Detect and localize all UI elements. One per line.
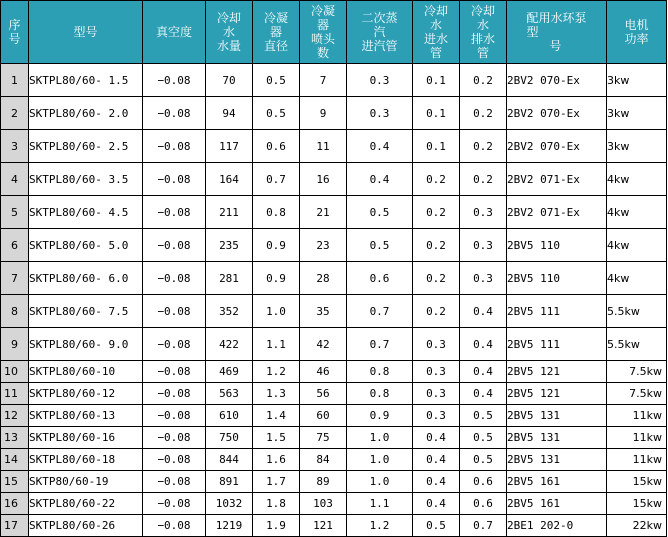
cell-no: 15 (1, 471, 29, 493)
cell-no: 4 (1, 163, 29, 196)
cell-water-in: 0.3 (413, 405, 460, 427)
cell-power: 5.5kw (607, 328, 667, 361)
cell-vacuum: −0.08 (143, 405, 206, 427)
cell-model: SKTPL80/60- 4.5 (29, 196, 143, 229)
cell-condenser-diameter: 1.1 (253, 328, 300, 361)
cell-water-out: 0.4 (460, 383, 507, 405)
cell-vacuum: −0.08 (143, 130, 206, 163)
cell-cooling-water: 117 (206, 130, 253, 163)
cell-condenser-diameter: 1.0 (253, 295, 300, 328)
cell-condenser-nozzles: 42 (300, 328, 347, 361)
cell-pump: 2BV5 121 (507, 383, 607, 405)
cell-condenser-diameter: 1.5 (253, 427, 300, 449)
cell-water-out: 0.7 (460, 515, 507, 537)
cell-condenser-nozzles: 121 (300, 515, 347, 537)
cell-model: SKTPL80/60- 6.0 (29, 262, 143, 295)
cell-power: 4kw (607, 163, 667, 196)
cell-pump: 2BV5 131 (507, 449, 607, 471)
header-no: 序 号 (1, 1, 29, 64)
cell-no: 12 (1, 405, 29, 427)
cell-condenser-diameter: 1.4 (253, 405, 300, 427)
header-pump: 配用水环泵 型 号 (507, 1, 607, 64)
cell-steam-inlet: 1.0 (347, 471, 413, 493)
cell-steam-inlet: 0.7 (347, 295, 413, 328)
header-water-out: 冷却 水 排水 管 (460, 1, 507, 64)
cell-condenser-diameter: 1.3 (253, 383, 300, 405)
table-row (1, 64, 667, 97)
cell-condenser-nozzles: 103 (300, 493, 347, 515)
table-row (1, 196, 667, 229)
cell-model: SKTPL80/60- 1.5 (29, 64, 143, 97)
cell-power: 15kw (607, 471, 667, 493)
table-header (1, 1, 667, 64)
cell-water-in: 0.2 (413, 229, 460, 262)
table-row (1, 328, 667, 361)
table-row (1, 383, 667, 405)
cell-no: 11 (1, 383, 29, 405)
cell-no: 7 (1, 262, 29, 295)
cell-power: 11kw (607, 405, 667, 427)
cell-condenser-diameter: 1.7 (253, 471, 300, 493)
cell-cooling-water: 422 (206, 328, 253, 361)
cell-no: 9 (1, 328, 29, 361)
cell-cooling-water: 94 (206, 97, 253, 130)
cell-no: 5 (1, 196, 29, 229)
cell-vacuum: −0.08 (143, 427, 206, 449)
cell-condenser-diameter: 1.9 (253, 515, 300, 537)
cell-condenser-diameter: 0.7 (253, 163, 300, 196)
cell-vacuum: −0.08 (143, 449, 206, 471)
header-condenser-diameter: 冷凝 器 直径 (253, 1, 300, 64)
cell-water-in: 0.2 (413, 163, 460, 196)
cell-water-out: 0.2 (460, 97, 507, 130)
cell-power: 7.5kw (607, 383, 667, 405)
cell-vacuum: −0.08 (143, 295, 206, 328)
table-row (1, 427, 667, 449)
cell-no: 3 (1, 130, 29, 163)
cell-steam-inlet: 0.5 (347, 196, 413, 229)
cell-no: 13 (1, 427, 29, 449)
cell-vacuum: −0.08 (143, 196, 206, 229)
cell-model: SKTPL80/60- 3.5 (29, 163, 143, 196)
table-row (1, 295, 667, 328)
cell-condenser-nozzles: 28 (300, 262, 347, 295)
header-steam-inlet: 二次蒸 汽 进汽管 (347, 1, 413, 64)
cell-cooling-water: 211 (206, 196, 253, 229)
cell-steam-inlet: 1.1 (347, 493, 413, 515)
cell-water-out: 0.6 (460, 493, 507, 515)
cell-model: SKTPL80/60-12 (29, 383, 143, 405)
cell-model: SKTPL80/60-22 (29, 493, 143, 515)
cell-power: 3kw (607, 97, 667, 130)
cell-water-out: 0.3 (460, 262, 507, 295)
cell-water-in: 0.1 (413, 64, 460, 97)
cell-power: 7.5kw (607, 361, 667, 383)
cell-steam-inlet: 0.3 (347, 97, 413, 130)
cell-vacuum: −0.08 (143, 328, 206, 361)
cell-condenser-diameter: 0.5 (253, 97, 300, 130)
cell-pump: 2BV5 111 (507, 328, 607, 361)
header-water-in: 冷却 水 进水 管 (413, 1, 460, 64)
cell-no: 8 (1, 295, 29, 328)
cell-steam-inlet: 0.4 (347, 130, 413, 163)
cell-pump: 2BV5 121 (507, 361, 607, 383)
cell-water-out: 0.4 (460, 295, 507, 328)
cell-pump: 2BV5 111 (507, 295, 607, 328)
cell-water-in: 0.3 (413, 328, 460, 361)
table-row (1, 97, 667, 130)
cell-model: SKTPL80/60- 2.0 (29, 97, 143, 130)
cell-water-in: 0.4 (413, 493, 460, 515)
cell-steam-inlet: 1.0 (347, 449, 413, 471)
table-row (1, 449, 667, 471)
header-row (1, 1, 667, 64)
cell-cooling-water: 70 (206, 64, 253, 97)
cell-water-in: 0.2 (413, 262, 460, 295)
cell-no: 14 (1, 449, 29, 471)
cell-water-out: 0.6 (460, 471, 507, 493)
cell-pump: 2BV5 161 (507, 471, 607, 493)
cell-cooling-water: 891 (206, 471, 253, 493)
cell-cooling-water: 844 (206, 449, 253, 471)
cell-condenser-nozzles: 89 (300, 471, 347, 493)
cell-condenser-diameter: 0.9 (253, 262, 300, 295)
cell-water-out: 0.3 (460, 229, 507, 262)
cell-no: 6 (1, 229, 29, 262)
cell-cooling-water: 610 (206, 405, 253, 427)
cell-water-out: 0.2 (460, 64, 507, 97)
cell-pump: 2BV5 131 (507, 427, 607, 449)
cell-steam-inlet: 0.7 (347, 328, 413, 361)
cell-condenser-nozzles: 23 (300, 229, 347, 262)
cell-no: 2 (1, 97, 29, 130)
cell-model: SKTPL80/60-16 (29, 427, 143, 449)
cell-vacuum: −0.08 (143, 163, 206, 196)
cell-pump: 2BV2 071-Ex (507, 163, 607, 196)
cell-steam-inlet: 0.4 (347, 163, 413, 196)
cell-no: 1 (1, 64, 29, 97)
cell-water-out: 0.5 (460, 449, 507, 471)
cell-vacuum: −0.08 (143, 361, 206, 383)
table-row (1, 515, 667, 537)
cell-pump: 2BV2 070-Ex (507, 130, 607, 163)
cell-condenser-diameter: 1.8 (253, 493, 300, 515)
cell-model: SKTPL80/60-13 (29, 405, 143, 427)
cell-vacuum: −0.08 (143, 515, 206, 537)
cell-pump: 2BV2 070-Ex (507, 97, 607, 130)
cell-water-out: 0.4 (460, 361, 507, 383)
cell-no: 10 (1, 361, 29, 383)
header-condenser-nozzles: 冷凝 器 喷头 数 (300, 1, 347, 64)
cell-condenser-diameter: 0.5 (253, 64, 300, 97)
cell-power: 11kw (607, 427, 667, 449)
cell-condenser-nozzles: 60 (300, 405, 347, 427)
cell-pump: 2BE1 202-0 (507, 515, 607, 537)
cell-power: 22kw (607, 515, 667, 537)
cell-model: SKTPL80/60- 5.0 (29, 229, 143, 262)
cell-water-in: 0.4 (413, 427, 460, 449)
cell-condenser-nozzles: 11 (300, 130, 347, 163)
cell-water-in: 0.2 (413, 196, 460, 229)
cell-water-in: 0.1 (413, 97, 460, 130)
cell-cooling-water: 281 (206, 262, 253, 295)
cell-water-out: 0.5 (460, 427, 507, 449)
cell-water-out: 0.2 (460, 130, 507, 163)
cell-pump: 2BV2 071-Ex (507, 196, 607, 229)
cell-vacuum: −0.08 (143, 262, 206, 295)
cell-water-out: 0.2 (460, 163, 507, 196)
cell-cooling-water: 235 (206, 229, 253, 262)
cell-pump: 2BV5 161 (507, 493, 607, 515)
table-row (1, 229, 667, 262)
cell-cooling-water: 1032 (206, 493, 253, 515)
cell-water-out: 0.3 (460, 196, 507, 229)
cell-condenser-diameter: 1.2 (253, 361, 300, 383)
table-row (1, 130, 667, 163)
cell-steam-inlet: 0.9 (347, 405, 413, 427)
cell-vacuum: −0.08 (143, 229, 206, 262)
header-cooling-water: 冷却 水 水量 (206, 1, 253, 64)
cell-condenser-nozzles: 16 (300, 163, 347, 196)
table-row (1, 471, 667, 493)
cell-pump: 2BV5 110 (507, 262, 607, 295)
cell-cooling-water: 1219 (206, 515, 253, 537)
cell-condenser-diameter: 0.6 (253, 130, 300, 163)
cell-cooling-water: 750 (206, 427, 253, 449)
cell-power: 11kw (607, 449, 667, 471)
table-row (1, 262, 667, 295)
cell-power: 4kw (607, 262, 667, 295)
cell-water-in: 0.1 (413, 130, 460, 163)
cell-steam-inlet: 0.8 (347, 383, 413, 405)
cell-water-in: 0.2 (413, 295, 460, 328)
cell-cooling-water: 563 (206, 383, 253, 405)
cell-condenser-diameter: 0.8 (253, 196, 300, 229)
cell-condenser-nozzles: 9 (300, 97, 347, 130)
cell-pump: 2BV5 110 (507, 229, 607, 262)
cell-cooling-water: 164 (206, 163, 253, 196)
cell-vacuum: −0.08 (143, 383, 206, 405)
cell-steam-inlet: 0.8 (347, 361, 413, 383)
cell-cooling-water: 469 (206, 361, 253, 383)
cell-model: SKTPL80/60-26 (29, 515, 143, 537)
table-row (1, 361, 667, 383)
cell-water-in: 0.4 (413, 471, 460, 493)
cell-condenser-nozzles: 84 (300, 449, 347, 471)
header-power: 电机 功率 (607, 1, 667, 64)
cell-power: 15kw (607, 493, 667, 515)
cell-model: SKTPL80/60- 7.5 (29, 295, 143, 328)
header-model: 型号 (29, 1, 143, 64)
table-row (1, 405, 667, 427)
cell-water-in: 0.4 (413, 449, 460, 471)
cell-power: 5.5kw (607, 295, 667, 328)
cell-water-in: 0.3 (413, 361, 460, 383)
cell-power: 4kw (607, 196, 667, 229)
cell-power: 3kw (607, 130, 667, 163)
table-body (1, 64, 667, 537)
cell-condenser-diameter: 1.6 (253, 449, 300, 471)
cell-steam-inlet: 0.6 (347, 262, 413, 295)
cell-model: SKTPL80/60-18 (29, 449, 143, 471)
cell-vacuum: −0.08 (143, 64, 206, 97)
cell-steam-inlet: 1.2 (347, 515, 413, 537)
cell-condenser-nozzles: 56 (300, 383, 347, 405)
table-row (1, 163, 667, 196)
cell-pump: 2BV5 131 (507, 405, 607, 427)
cell-no: 17 (1, 515, 29, 537)
cell-vacuum: −0.08 (143, 493, 206, 515)
header-vacuum: 真空度 (143, 1, 206, 64)
cell-steam-inlet: 0.3 (347, 64, 413, 97)
cell-power: 4kw (607, 229, 667, 262)
cell-water-out: 0.4 (460, 328, 507, 361)
cell-cooling-water: 352 (206, 295, 253, 328)
cell-model: SKTPL80/60- 2.5 (29, 130, 143, 163)
cell-model: SKTP80/60-19 (29, 471, 143, 493)
cell-steam-inlet: 0.5 (347, 229, 413, 262)
cell-no: 16 (1, 493, 29, 515)
cell-model: SKTPL80/60-10 (29, 361, 143, 383)
table-row (1, 493, 667, 515)
cell-vacuum: −0.08 (143, 471, 206, 493)
cell-water-out: 0.5 (460, 405, 507, 427)
cell-condenser-nozzles: 35 (300, 295, 347, 328)
cell-condenser-nozzles: 7 (300, 64, 347, 97)
cell-water-in: 0.5 (413, 515, 460, 537)
cell-power: 3kw (607, 64, 667, 97)
cell-model: SKTPL80/60- 9.0 (29, 328, 143, 361)
cell-condenser-nozzles: 75 (300, 427, 347, 449)
cell-condenser-diameter: 0.9 (253, 229, 300, 262)
cell-water-in: 0.3 (413, 383, 460, 405)
cell-condenser-nozzles: 21 (300, 196, 347, 229)
cell-vacuum: −0.08 (143, 97, 206, 130)
cell-steam-inlet: 1.0 (347, 427, 413, 449)
cell-condenser-nozzles: 46 (300, 361, 347, 383)
cell-pump: 2BV2 070-Ex (507, 64, 607, 97)
